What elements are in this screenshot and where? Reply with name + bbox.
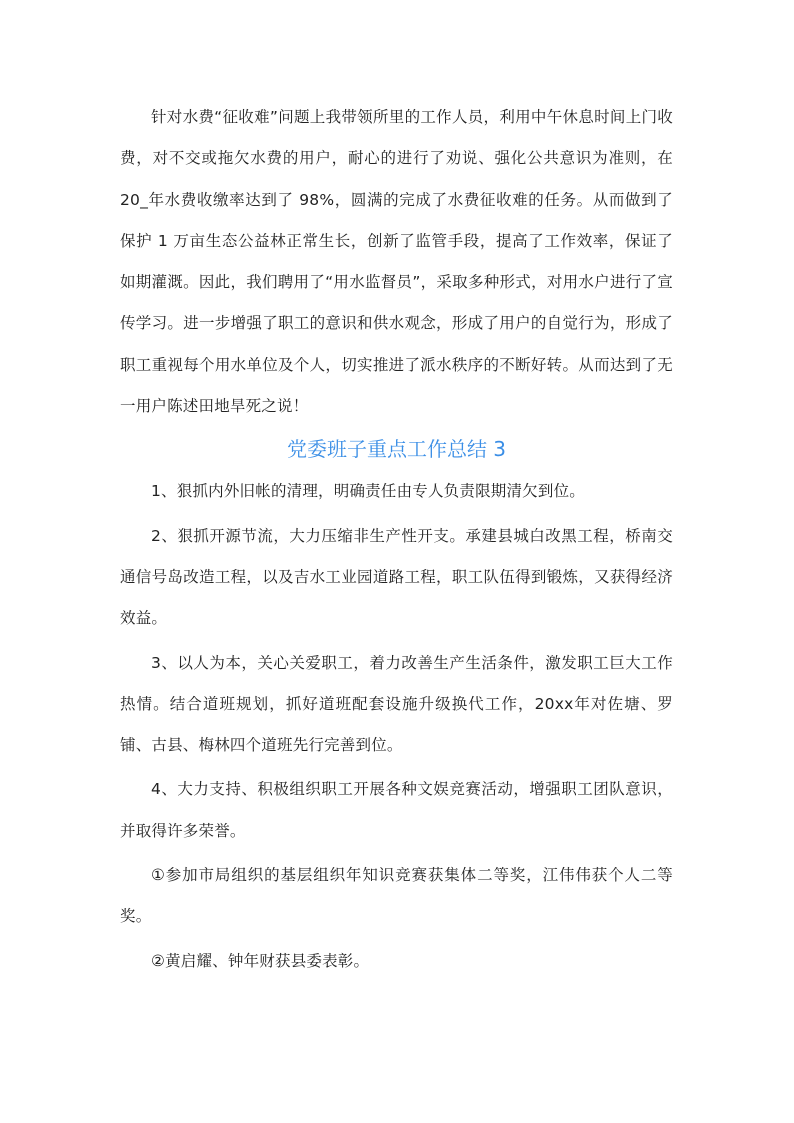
intro-paragraph: 针对水费“征收难”问题上我带领所里的工作人员，利用中午休息时间上门收费，对不交或拖欠水费的用户，耐心的进行了劝说、强化公共意识为准则，在 20_年水费收缴率达到了 98%，圆满的完成了水费征收难的任务。从而做到了保护 1 万亩生态公益林正常生长，创新了监管手段，提高了工作效率，保证了如期灌溉。因此，我们聘用了“用水监督员”，采取多种形式，对用水户进行了宣传学习。进一步增强了职工的意识和供水观念，形成了用户的自觉行为，形成了职工重视每个用水单位及个人，切实推进了派水秩序的不断好转。从而达到了无一用户陈述田地旱死之说！	[120, 108, 673, 416]
honor-item-2: ②黄启耀、钟年财获县委表彰。	[151, 951, 370, 970]
list-item-2: 2、狠抓开源节流，大力压缩非生产性开支。承建县城白改黑工程，桥南交通信号岛改造工程，以及吉水工业园道路工程，职工队伍得到锻炼，又获得经济效益。	[120, 526, 673, 628]
list-item-4: 4、大力支持、积极组织职工开展各种文娱竞赛活动，增强职工团队意识，并取得许多荣誉。	[120, 780, 673, 840]
list-item-3: 3、以人为本，关心关爱职工，着力改善生产生活条件，激发职工巨大工作热情。结合道班规划，抓好道班配套设施升级换代工作，20xx年对佐塘、罗铺、古县、梅林四个道班先行完善到位。	[120, 653, 673, 755]
document-page	[120, 97, 673, 982]
honor-item-1: ①参加市局组织的基层组织年知识竞赛获集体二等奖，江伟伟获个人二等奖。	[120, 866, 673, 926]
list-item-1: 1、狠抓内外旧帐的清理，明确责任由专人负责限期清欠到位。	[151, 482, 585, 501]
section-title: 党委班子重点工作总结 3	[286, 437, 507, 462]
